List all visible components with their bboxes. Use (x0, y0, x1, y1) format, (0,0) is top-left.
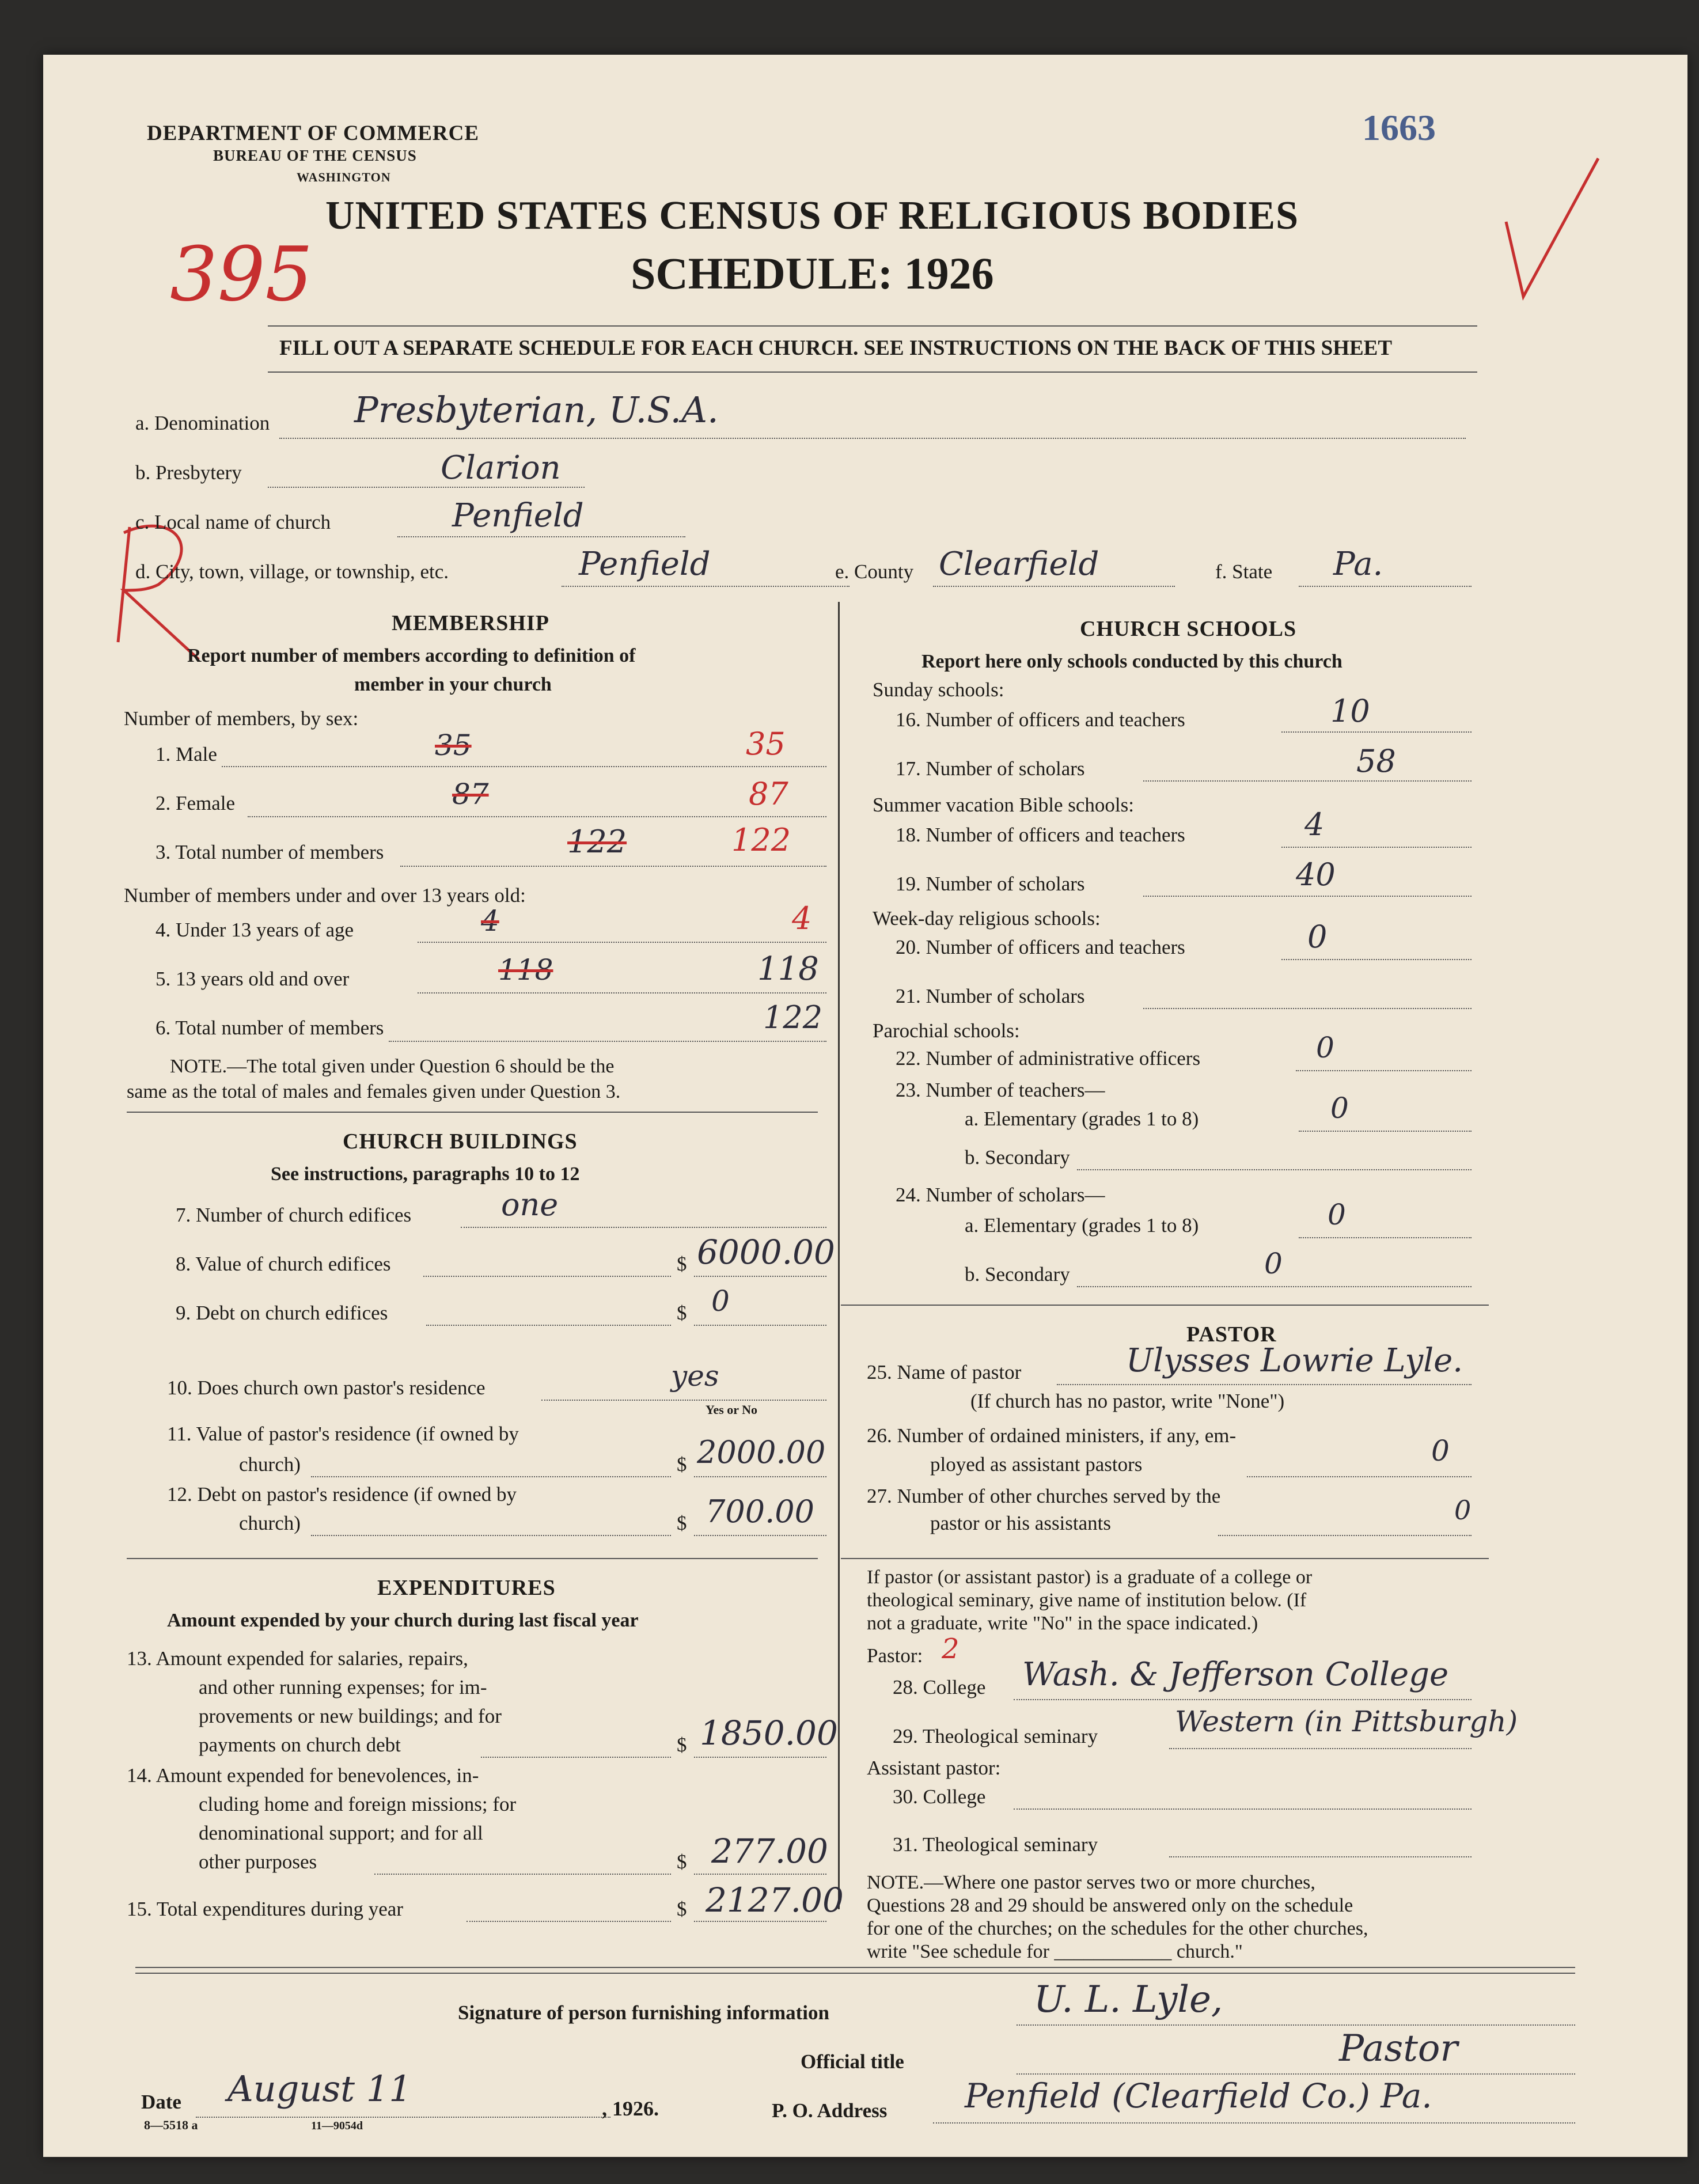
q2-line (248, 816, 826, 817)
expenditures-subtitle: Amount expended by your church during last fiscal year (167, 1610, 639, 1631)
signature-value: U. L. Lyle, (1034, 1978, 1223, 2021)
q29-label: 29. Theological seminary (893, 1725, 1098, 1747)
q6-value: 122 (763, 999, 823, 1036)
q13-label-b: and other running expenses; for im- (199, 1676, 487, 1698)
form-subtitle: SCHEDULE: 1926 (631, 248, 994, 298)
po-address-line (933, 2122, 1575, 2124)
county-line (933, 586, 1175, 587)
q1-value: 35 (746, 726, 786, 762)
q11-label-b: church) (239, 1453, 301, 1476)
q3-line (400, 866, 826, 867)
q27-label-b: pastor or his assistants (930, 1512, 1112, 1534)
po-address-label: P. O. Address (772, 2099, 888, 2122)
q1-label: 1. Male (156, 743, 217, 765)
q25-value: Ulysses Lowrie Lyle. (1126, 1342, 1463, 1379)
q14-amount-line (694, 1874, 826, 1875)
census-schedule-sheet (43, 55, 1687, 2157)
membership-note-1: NOTE.—The total given under Question 6 should be the (170, 1056, 615, 1077)
q12-label-b: church) (239, 1512, 301, 1534)
q24b-line (1077, 1286, 1472, 1287)
form-title: UNITED STATES CENSUS OF RELIGIOUS BODIES (325, 194, 1299, 238)
q13-dollar: $ (677, 1734, 687, 1756)
instruction-banner: FILL OUT A SEPARATE SCHEDULE FOR EACH CHURCH. SEE INSTRUCTIONS ON THE BACK OF THIS SHEET (279, 336, 1393, 360)
dept-label: DEPARTMENT OF COMMERCE (147, 122, 480, 145)
schools-title: CHURCH SCHOOLS (1080, 617, 1297, 641)
q13-amount-line (694, 1757, 826, 1758)
q2-old-value: 87 (452, 778, 489, 811)
city-label: d. City, town, village, or township, etc. (135, 560, 449, 583)
po-address-value: Penfield (Clearfield Co.) Pa. (965, 2076, 1432, 2115)
q5-line (418, 992, 826, 994)
footer-rule-1 (135, 1967, 1575, 1968)
city-line (562, 586, 850, 587)
q24b-label: b. Secondary (965, 1263, 1070, 1286)
buildings-title: CHURCH BUILDINGS (343, 1129, 578, 1154)
q26-label-a: 26. Number of ordained ministers, if any, em- (867, 1424, 1237, 1447)
q7-value: one (501, 1186, 559, 1223)
asst-pastor-label: Assistant pastor: (867, 1757, 1001, 1779)
q14-label-c: denominational support; and for all (199, 1822, 483, 1844)
parochial-schools-label: Parochial schools: (873, 1019, 1020, 1042)
q4-value: 4 (792, 900, 812, 936)
q22-value: 0 (1316, 1031, 1334, 1064)
expenditures-title: EXPENDITURES (377, 1576, 556, 1600)
print-number: 11—9054d (311, 2119, 363, 2132)
q8-label: 8. Value of church edifices (176, 1253, 391, 1275)
q12-amount-line (694, 1535, 826, 1536)
q10-value: yes (671, 1359, 719, 1393)
membership-subtitle-2: member in your church (354, 674, 552, 695)
q15-amount-line (694, 1921, 826, 1922)
weekday-schools-label: Week-day religious schools: (873, 907, 1101, 930)
members-by-sex-label: Number of members, by sex: (124, 707, 359, 730)
q13-value: 1850.00 (700, 1713, 838, 1753)
q13-label-d: payments on church debt (199, 1734, 401, 1756)
q14-line (374, 1874, 671, 1875)
q26-line (1247, 1476, 1472, 1477)
red-check-mark (1500, 147, 1604, 320)
q23-label: 23. Number of teachers— (896, 1079, 1105, 1101)
pastor-grad-label: Pastor: (867, 1644, 923, 1667)
q11-amount-line (694, 1476, 826, 1477)
q5-label: 5. 13 years old and over (156, 968, 350, 990)
pastor-grad-mark: 2 (942, 1633, 960, 1665)
pastor-note-4: write "See schedule for ____________ church." (867, 1941, 1243, 1962)
presbytery-line (268, 487, 585, 488)
q23a-label: a. Elementary (grades 1 to 8) (965, 1108, 1199, 1130)
q5-value: 118 (757, 950, 819, 988)
q21-label: 21. Number of scholars (896, 985, 1085, 1007)
q26-label-b: ployed as assistant pastors (930, 1453, 1143, 1476)
q28-value: Wash. & Jefferson College (1022, 1656, 1449, 1693)
date-line (196, 2117, 610, 2118)
q19-value: 40 (1296, 856, 1336, 893)
q27-label-a: 27. Number of other churches served by the (867, 1485, 1221, 1507)
q9-amount-line (694, 1325, 826, 1326)
q14-value: 277.00 (711, 1832, 828, 1871)
q31-label: 31. Theological seminary (893, 1833, 1098, 1856)
q23b-line (1077, 1169, 1472, 1170)
q24a-label: a. Elementary (grades 1 to 8) (965, 1214, 1199, 1237)
local-name-value: Penfield (452, 497, 584, 534)
date-label: Date (141, 2091, 181, 2113)
section-rule-2 (127, 1558, 818, 1559)
city-label: WASHINGTON (297, 170, 391, 184)
q15-line (467, 1921, 671, 1922)
sunday-schools-label: Sunday schools: (873, 678, 1004, 701)
q9-label: 9. Debt on church edifices (176, 1302, 388, 1324)
county-value: Clearfield (939, 545, 1099, 583)
city-value: Penfield (579, 545, 711, 583)
q18-value: 4 (1304, 806, 1325, 843)
q12-label-a: 12. Debt on pastor's residence (if owned by (167, 1483, 517, 1506)
q28-label: 28. College (893, 1676, 986, 1698)
q11-line (311, 1476, 671, 1477)
q17-label: 17. Number of scholars (896, 757, 1085, 780)
footer-rule-2 (135, 1973, 1575, 1974)
q4-label: 4. Under 13 years of age (156, 919, 354, 941)
q25-note: (If church has no pastor, write "None") (970, 1390, 1285, 1412)
q10-line (541, 1400, 826, 1401)
q7-label: 7. Number of church edifices (176, 1204, 412, 1226)
q13-line (481, 1757, 671, 1758)
state-line (1299, 586, 1472, 587)
denomination-line (279, 438, 1466, 439)
q23a-line (1299, 1131, 1472, 1132)
q16-value: 10 (1330, 693, 1370, 729)
q6-label: 6. Total number of members (156, 1017, 384, 1039)
signature-label: Signature of person furnishing information (458, 2001, 829, 2024)
q18-label: 18. Number of officers and teachers (896, 824, 1185, 846)
q14-dollar: $ (677, 1851, 687, 1873)
yes-no-caption: Yes or No (706, 1402, 758, 1417)
q16-line (1281, 731, 1472, 733)
q8-amount-line (694, 1276, 826, 1277)
q4-line (418, 942, 826, 943)
q15-value: 2127.00 (706, 1880, 844, 1920)
q22-label: 22. Number of administrative officers (896, 1047, 1201, 1070)
q19-line (1143, 896, 1472, 897)
q24b-value: 0 (1264, 1247, 1283, 1280)
q8-line (423, 1276, 671, 1277)
q24-label: 24. Number of scholars— (896, 1184, 1105, 1206)
q29-line (1169, 1748, 1472, 1749)
q24a-line (1299, 1237, 1472, 1238)
q17-line (1143, 780, 1472, 782)
q3-label: 3. Total number of members (156, 841, 384, 863)
q25-line (1057, 1384, 1472, 1385)
q29-value: Western (in Pittsburgh) (1175, 1705, 1518, 1738)
official-title-label: Official title (801, 2050, 904, 2073)
q14-label-a: 14. Amount expended for benevolences, in- (127, 1764, 479, 1787)
form-number: 8—5518 a (144, 2118, 198, 2132)
rule-top (268, 325, 1477, 327)
q9-dollar: $ (677, 1302, 687, 1324)
q15-dollar: $ (677, 1898, 687, 1920)
q30-line (1014, 1808, 1472, 1810)
section-rule-4 (841, 1558, 1489, 1559)
buildings-subtitle: See instructions, paragraphs 10 to 12 (271, 1163, 580, 1185)
section-rule-3 (841, 1305, 1489, 1306)
presbytery-value: Clarion (441, 449, 561, 487)
q11-value: 2000.00 (697, 1434, 826, 1470)
q12-line (311, 1535, 671, 1536)
county-label: e. County (835, 560, 914, 583)
q16-label: 16. Number of officers and teachers (896, 708, 1185, 731)
column-divider (838, 602, 840, 1909)
grad-instruction-3: not a graduate, write "No" in the space indicated.) (867, 1613, 1258, 1634)
q14-label-d: other purposes (199, 1851, 317, 1873)
schools-subtitle: Report here only schools conducted by this church (921, 651, 1342, 672)
q22-line (1296, 1070, 1472, 1071)
q1-old-value: 35 (435, 729, 472, 762)
section-rule-1 (127, 1112, 818, 1113)
q8-dollar: $ (677, 1253, 687, 1275)
grad-instruction-1: If pastor (or assistant pastor) is a graduate of a college or (867, 1567, 1313, 1588)
q24a-value: 0 (1328, 1198, 1346, 1231)
q5-old-value: 118 (498, 953, 553, 987)
q11-label-a: 11. Value of pastor's residence (if owned by (167, 1423, 519, 1445)
q20-label: 20. Number of officers and teachers (896, 936, 1185, 958)
q15-label: 15. Total expenditures during year (127, 1898, 403, 1920)
summer-schools-label: Summer vacation Bible schools: (873, 794, 1134, 816)
state-value: Pa. (1333, 545, 1383, 583)
official-title-line (1017, 2073, 1575, 2075)
serial-number: 1663 (1362, 107, 1436, 148)
membership-subtitle-1: Report number of members according to definition of (187, 645, 636, 666)
year-label: , 1926. (602, 2097, 659, 2120)
red-pencil-number: 395 (170, 230, 313, 318)
q14-label-b: cluding home and foreign missions; for (199, 1793, 517, 1815)
q3-old-value: 122 (567, 824, 627, 860)
signature-line (1017, 2024, 1575, 2026)
q23a-value: 0 (1330, 1091, 1349, 1125)
q13-label-a: 13. Amount expended for salaries, repairs, (127, 1647, 468, 1670)
q26-value: 0 (1431, 1434, 1450, 1468)
q10-label: 10. Does church own pastor's residence (167, 1377, 486, 1399)
membership-title: MEMBERSHIP (392, 611, 549, 635)
official-title-value: Pastor (1339, 2027, 1458, 2070)
q20-value: 0 (1307, 919, 1328, 955)
denomination-label: a. Denomination (135, 412, 270, 434)
pastor-note-1: NOTE.—Where one pastor serves two or more churches, (867, 1872, 1315, 1893)
q23b-label: b. Secondary (965, 1146, 1070, 1169)
denomination-value: Presbyterian, U.S.A. (354, 389, 719, 431)
pastor-title: PASTOR (1186, 1322, 1277, 1347)
pastor-note-3: for one of the churches; on the schedules for the other churches, (867, 1918, 1368, 1939)
q19-label: 19. Number of scholars (896, 873, 1085, 895)
local-name-line (397, 536, 685, 537)
q6-line (389, 1041, 826, 1042)
presbytery-label: b. Presbytery (135, 461, 242, 484)
q25-label: 25. Name of pastor (867, 1361, 1022, 1383)
q30-label: 30. College (893, 1785, 986, 1808)
q12-value: 700.00 (706, 1493, 814, 1530)
q3-value: 122 (731, 822, 791, 858)
q12-dollar: $ (677, 1512, 687, 1534)
q21-line (1143, 1008, 1472, 1009)
q17-value: 58 (1356, 743, 1396, 779)
rule-bottom (268, 371, 1477, 373)
date-value: August 11 (227, 2068, 412, 2110)
members-by-age-label: Number of members under and over 13 years old: (124, 884, 526, 907)
bureau-label: BUREAU OF THE CENSUS (213, 147, 417, 164)
q9-line (426, 1325, 671, 1326)
q7-line (461, 1227, 826, 1228)
q27-line (1218, 1535, 1472, 1536)
state-label: f. State (1215, 560, 1273, 583)
q13-label-c: provements or new buildings; and for (199, 1705, 502, 1727)
q2-label: 2. Female (156, 792, 236, 814)
q1-line (222, 766, 826, 767)
q11-dollar: $ (677, 1453, 687, 1476)
q9-value: 0 (711, 1284, 730, 1318)
q8-value: 6000.00 (697, 1233, 835, 1272)
q18-line (1281, 847, 1472, 848)
q20-line (1281, 959, 1472, 960)
q2-value: 87 (749, 776, 788, 812)
grad-instruction-2: theological seminary, give name of institution below. (If (867, 1590, 1307, 1611)
q31-line (1169, 1856, 1472, 1857)
pastor-note-2: Questions 28 and 29 should be answered only on the schedule (867, 1895, 1353, 1916)
local-name-label: c. Local name of church (135, 511, 331, 533)
membership-note-2: same as the total of males and females given under Question 3. (127, 1081, 621, 1102)
q28-line (1014, 1699, 1472, 1700)
q27-value: 0 (1454, 1495, 1472, 1526)
q4-old-value: 4 (481, 904, 499, 938)
